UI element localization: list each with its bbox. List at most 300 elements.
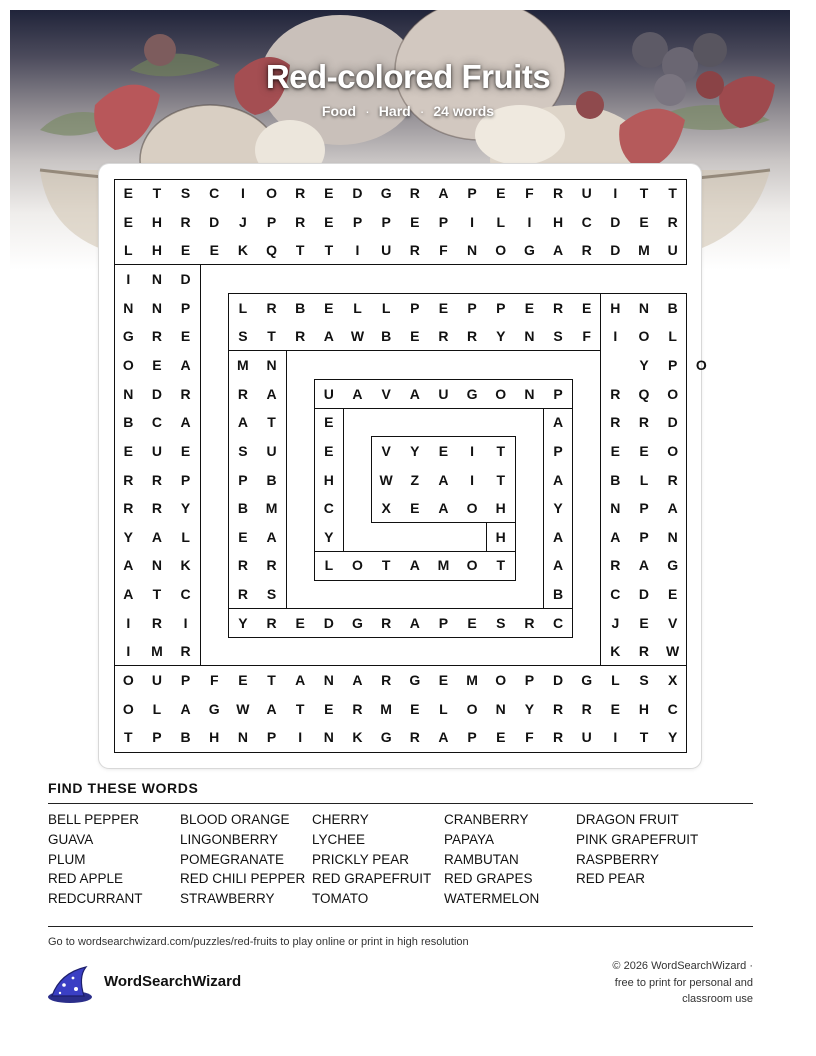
grid-letter[interactable]: L	[668, 328, 677, 345]
grid-letter[interactable]: R	[638, 414, 650, 431]
grid-letter[interactable]: K	[610, 643, 621, 660]
grid-letter[interactable]: L	[639, 471, 649, 488]
grid-letter[interactable]: N	[467, 242, 478, 259]
grid-letter[interactable]: E	[639, 614, 649, 631]
grid-letter[interactable]: D	[151, 385, 162, 402]
grid-letter[interactable]: C	[552, 614, 564, 631]
grid-letter[interactable]: R	[237, 557, 248, 574]
grid-letter[interactable]: I	[240, 185, 245, 201]
grid-letter[interactable]: D	[638, 586, 650, 603]
grid-letter[interactable]: R	[638, 643, 650, 660]
grid-letter[interactable]: O	[122, 700, 134, 717]
grid-letter[interactable]: O	[695, 356, 707, 373]
grid-letter[interactable]: R	[266, 614, 277, 631]
grid-letter[interactable]: A	[552, 414, 564, 431]
grid-letter[interactable]: W	[350, 328, 365, 345]
grid-letter[interactable]: R	[237, 385, 248, 402]
grid-letter[interactable]: E	[639, 213, 649, 230]
grid-letter[interactable]: P	[180, 672, 191, 689]
grid-letter[interactable]: C	[581, 213, 592, 230]
grid-letter[interactable]: I	[126, 270, 131, 287]
grid-letter[interactable]: A	[552, 557, 564, 574]
grid-letter[interactable]: H	[323, 471, 334, 488]
grid-letter[interactable]: E	[639, 442, 649, 459]
grid-letter[interactable]: I	[355, 242, 360, 259]
grid-letter[interactable]: W	[236, 700, 250, 717]
grid-letter[interactable]: S	[496, 614, 506, 631]
grid-letter[interactable]: P	[180, 299, 191, 316]
grid-letter[interactable]: I	[126, 614, 131, 631]
grid-letter[interactable]: G	[523, 242, 535, 259]
grid-letter[interactable]: A	[237, 414, 248, 431]
grid-letter[interactable]: M	[466, 672, 478, 689]
grid-letter[interactable]: M	[638, 242, 650, 259]
grid-letter[interactable]: T	[324, 242, 334, 259]
grid-letter[interactable]: A	[438, 185, 449, 201]
grid-letter[interactable]: P	[467, 729, 477, 746]
grid-letter[interactable]: L	[152, 700, 162, 717]
grid-letter[interactable]: L	[611, 672, 620, 689]
grid-letter[interactable]: T	[496, 557, 506, 574]
grid-letter[interactable]: P	[410, 299, 420, 316]
grid-letter[interactable]: A	[352, 385, 363, 402]
grid-letter[interactable]: I	[470, 213, 475, 230]
grid-letter[interactable]: P	[496, 299, 506, 316]
grid-letter[interactable]: G	[352, 614, 363, 631]
grid-letter[interactable]: R	[552, 185, 564, 201]
grid-letter[interactable]: P	[667, 356, 678, 373]
grid-letter[interactable]: Y	[553, 500, 563, 517]
grid-letter[interactable]: R	[552, 700, 564, 717]
grid-letter[interactable]: U	[151, 672, 162, 689]
grid-letter[interactable]: N	[123, 385, 134, 402]
grid-letter[interactable]: N	[266, 356, 277, 373]
grid-letter[interactable]: E	[324, 185, 334, 201]
grid-letter[interactable]: R	[180, 643, 191, 660]
grid-letter[interactable]: A	[552, 528, 564, 545]
grid-letter[interactable]: U	[667, 242, 678, 259]
grid-letter[interactable]: N	[151, 557, 162, 574]
grid-letter[interactable]: R	[610, 385, 621, 402]
grid-letter[interactable]: G	[466, 385, 478, 402]
grid-letter[interactable]: G	[380, 185, 392, 201]
grid-letter[interactable]: C	[667, 700, 678, 717]
grid-letter[interactable]: O	[266, 185, 277, 201]
grid-letter[interactable]: M	[380, 700, 392, 717]
grid-letter[interactable]: C	[323, 500, 334, 517]
grid-letter[interactable]: O	[466, 700, 478, 717]
grid-letter[interactable]: F	[209, 672, 219, 689]
grid-letter[interactable]: P	[266, 729, 277, 746]
grid-letter[interactable]: A	[638, 557, 650, 574]
grid-letter[interactable]: G	[380, 729, 392, 746]
grid-letter[interactable]: H	[495, 500, 506, 517]
grid-letter[interactable]: X	[667, 672, 678, 689]
grid-letter[interactable]: A	[409, 557, 420, 574]
grid-letter[interactable]: V	[667, 614, 678, 631]
grid-letter[interactable]: S	[266, 586, 277, 603]
grid-letter[interactable]: D	[667, 414, 678, 431]
grid-letter[interactable]: U	[581, 729, 592, 746]
grid-letter[interactable]: I	[613, 185, 618, 201]
grid-letter[interactable]: R	[667, 213, 678, 230]
grid-letter[interactable]: J	[611, 614, 620, 631]
grid-letter[interactable]: T	[639, 185, 649, 201]
grid-letter[interactable]: C	[180, 586, 191, 603]
grid-letter[interactable]: G	[208, 700, 220, 717]
grid-letter[interactable]: N	[524, 328, 535, 345]
grid-letter[interactable]: R	[352, 700, 363, 717]
grid-letter[interactable]: A	[667, 500, 678, 517]
grid-letter[interactable]: O	[122, 672, 134, 689]
grid-letter[interactable]: G	[667, 557, 679, 574]
grid-letter[interactable]: L	[238, 299, 248, 316]
grid-letter[interactable]: L	[124, 242, 133, 259]
grid-letter[interactable]: N	[610, 500, 621, 517]
grid-letter[interactable]: E	[123, 442, 133, 459]
grid-letter[interactable]: R	[610, 557, 621, 574]
grid-letter[interactable]: P	[180, 471, 191, 488]
grid-letter[interactable]: T	[496, 471, 506, 488]
grid-letter[interactable]: I	[126, 643, 131, 660]
grid-letter[interactable]: W	[666, 643, 680, 660]
grid-letter[interactable]: O	[495, 242, 507, 259]
grid-letter[interactable]: A	[352, 672, 363, 689]
grid-letter[interactable]: A	[409, 385, 420, 402]
grid-letter[interactable]: M	[151, 643, 163, 660]
grid-letter[interactable]: N	[524, 385, 535, 402]
grid-letter[interactable]: E	[180, 328, 191, 345]
grid-letter[interactable]: A	[180, 356, 191, 373]
grid-letter[interactable]: O	[667, 385, 679, 402]
grid-letter[interactable]: F	[582, 328, 591, 345]
grid-letter[interactable]: O	[466, 557, 478, 574]
grid-letter[interactable]: E	[180, 442, 191, 459]
grid-letter[interactable]: T	[124, 729, 133, 746]
grid-letter[interactable]: A	[123, 557, 134, 574]
grid-letter[interactable]: E	[496, 185, 506, 201]
grid-letter[interactable]: R	[295, 213, 306, 230]
grid-letter[interactable]: D	[209, 213, 220, 230]
grid-letter[interactable]: O	[495, 672, 507, 689]
grid-letter[interactable]: E	[180, 242, 191, 259]
grid-letter[interactable]: E	[209, 242, 219, 259]
grid-letter[interactable]: X	[381, 500, 391, 517]
grid-letter[interactable]: E	[667, 586, 678, 603]
grid-letter[interactable]: K	[352, 729, 363, 746]
grid-letter[interactable]: E	[295, 614, 305, 631]
grid-letter[interactable]: R	[381, 672, 392, 689]
grid-letter[interactable]: S	[238, 328, 248, 345]
grid-letter[interactable]: P	[238, 471, 248, 488]
grid-letter[interactable]: I	[183, 614, 188, 631]
grid-letter[interactable]: U	[266, 442, 277, 459]
grid-letter[interactable]: A	[552, 242, 564, 259]
grid-letter[interactable]: L	[381, 299, 391, 316]
grid-letter[interactable]: B	[123, 414, 134, 431]
grid-letter[interactable]: U	[381, 242, 392, 259]
grid-letter[interactable]: B	[180, 729, 191, 746]
grid-letter[interactable]: B	[295, 299, 306, 316]
grid-letter[interactable]: N	[495, 700, 506, 717]
grid-letter[interactable]: H	[209, 729, 220, 746]
grid-letter[interactable]: Q	[638, 385, 650, 402]
grid-letter[interactable]: R	[266, 557, 277, 574]
grid-letter[interactable]: Y	[524, 700, 535, 717]
grid-letter[interactable]: O	[667, 442, 679, 459]
grid-letter[interactable]: E	[467, 614, 477, 631]
grid-letter[interactable]: P	[639, 500, 649, 517]
grid-letter[interactable]: E	[610, 442, 621, 459]
grid-letter[interactable]: W	[379, 471, 393, 488]
grid-letter[interactable]: P	[524, 672, 535, 689]
grid-letter[interactable]: E	[152, 356, 162, 373]
grid-letter[interactable]: M	[265, 500, 278, 517]
grid-letter[interactable]: R	[438, 328, 449, 345]
grid-letter[interactable]: M	[237, 356, 249, 373]
grid-letter[interactable]: B	[237, 500, 248, 517]
grid-letter[interactable]: R	[151, 614, 162, 631]
grid-letter[interactable]: E	[610, 700, 621, 717]
grid-letter[interactable]: H	[151, 213, 162, 230]
grid-letter[interactable]: A	[266, 700, 277, 717]
grid-letter[interactable]: E	[410, 500, 420, 517]
grid-letter[interactable]: V	[381, 442, 391, 459]
grid-letter[interactable]: R	[409, 242, 420, 259]
grid-letter[interactable]: E	[324, 700, 334, 717]
grid-letter[interactable]: R	[295, 185, 306, 201]
grid-letter[interactable]: A	[552, 471, 564, 488]
grid-letter[interactable]: Y	[238, 614, 248, 631]
grid-letter[interactable]: A	[295, 672, 306, 689]
grid-letter[interactable]: D	[323, 614, 334, 631]
grid-letter[interactable]: R	[409, 729, 420, 746]
grid-letter[interactable]: E	[410, 213, 420, 230]
grid-letter[interactable]: A	[180, 414, 191, 431]
grid-letter[interactable]: A	[438, 500, 449, 517]
grid-letter[interactable]: Y	[324, 528, 334, 545]
grid-letter[interactable]: R	[467, 328, 478, 345]
grid-letter[interactable]: O	[352, 557, 363, 574]
grid-letter[interactable]: N	[323, 672, 334, 689]
grid-letter[interactable]: A	[180, 700, 191, 717]
grid-letter[interactable]: D	[610, 213, 621, 230]
grid-letter[interactable]: A	[438, 729, 449, 746]
grid-letter[interactable]: P	[553, 385, 563, 402]
grid-letter[interactable]: Y	[667, 729, 678, 746]
grid-letter[interactable]: P	[438, 614, 449, 631]
grid-letter[interactable]: T	[152, 586, 162, 603]
grid-letter[interactable]: N	[323, 729, 334, 746]
grid-letter[interactable]: F	[525, 185, 534, 201]
grid-letter[interactable]: P	[553, 442, 563, 459]
grid-letter[interactable]: O	[122, 356, 134, 373]
grid-letter[interactable]: E	[324, 414, 334, 431]
grid-letter[interactable]: R	[151, 500, 162, 517]
grid-letter[interactable]: N	[151, 270, 162, 287]
grid-letter[interactable]: A	[123, 586, 134, 603]
grid-letter[interactable]: G	[122, 328, 134, 345]
grid-letter[interactable]: C	[209, 185, 220, 201]
grid-letter[interactable]: E	[324, 299, 334, 316]
grid-letter[interactable]: I	[613, 328, 618, 345]
grid-letter[interactable]: A	[409, 614, 420, 631]
grid-letter[interactable]: R	[295, 328, 306, 345]
grid-letter[interactable]: E	[123, 185, 133, 201]
grid-letter[interactable]: G	[581, 672, 593, 689]
grid-letter[interactable]: P	[467, 185, 477, 201]
grid-letter[interactable]: T	[295, 242, 305, 259]
grid-letter[interactable]: N	[123, 299, 134, 316]
grid-letter[interactable]: C	[610, 586, 621, 603]
grid-letter[interactable]: T	[496, 442, 506, 459]
grid-letter[interactable]: R	[667, 471, 678, 488]
grid-letter[interactable]: L	[496, 213, 506, 230]
grid-letter[interactable]: R	[180, 385, 191, 402]
grid-letter[interactable]: R	[180, 213, 191, 230]
grid-letter[interactable]: R	[524, 614, 535, 631]
grid-letter[interactable]: T	[668, 185, 677, 201]
grid-letter[interactable]: H	[610, 299, 621, 316]
grid-letter[interactable]: H	[151, 242, 162, 259]
grid-letter[interactable]: R	[151, 471, 162, 488]
grid-letter[interactable]: R	[409, 185, 420, 201]
grid-letter[interactable]: M	[437, 557, 450, 574]
grid-letter[interactable]: R	[552, 729, 564, 746]
grid-letter[interactable]: N	[151, 299, 162, 316]
grid-letter[interactable]: T	[267, 414, 276, 431]
grid-letter[interactable]: T	[152, 185, 162, 201]
grid-letter[interactable]: B	[266, 471, 277, 488]
grid-letter[interactable]: P	[152, 729, 162, 746]
grid-letter[interactable]: I	[470, 442, 475, 459]
grid-letter[interactable]: E	[582, 299, 592, 316]
grid-letter[interactable]: E	[496, 729, 506, 746]
grid-letter[interactable]: S	[553, 328, 563, 345]
grid-letter[interactable]: R	[581, 242, 592, 259]
grid-letter[interactable]: R	[610, 414, 621, 431]
grid-letter[interactable]: Q	[266, 242, 277, 259]
grid-letter[interactable]: D	[352, 185, 363, 201]
grid-letter[interactable]: C	[151, 414, 162, 431]
grid-letter[interactable]: T	[381, 557, 391, 574]
grid-letter[interactable]: H	[552, 213, 564, 230]
grid-letter[interactable]: A	[151, 528, 162, 545]
grid-letter[interactable]: F	[439, 242, 448, 259]
grid-letter[interactable]: T	[295, 700, 305, 717]
grid-letter[interactable]: P	[438, 213, 449, 230]
grid-letter[interactable]: L	[439, 700, 448, 717]
grid-letter[interactable]: E	[438, 672, 449, 689]
grid-letter[interactable]: Y	[180, 500, 191, 517]
grid-letter[interactable]: K	[180, 557, 191, 574]
grid-letter[interactable]: D	[610, 242, 621, 259]
grid-letter[interactable]: U	[581, 185, 592, 201]
grid-letter[interactable]: B	[552, 586, 564, 603]
grid-letter[interactable]: B	[381, 328, 392, 345]
grid-letter[interactable]: I	[613, 729, 618, 746]
grid-letter[interactable]: A	[266, 385, 277, 402]
grid-letter[interactable]: Y	[123, 528, 133, 545]
grid-letter[interactable]: P	[639, 528, 649, 545]
grid-letter[interactable]: E	[438, 299, 449, 316]
grid-letter[interactable]: S	[639, 672, 649, 689]
grid-letter[interactable]: H	[638, 700, 650, 717]
grid-letter[interactable]: E	[238, 528, 248, 545]
grid-letter[interactable]: P	[352, 213, 363, 230]
grid-letter[interactable]: E	[524, 299, 535, 316]
grid-letter[interactable]: T	[639, 729, 649, 746]
grid-letter[interactable]: T	[267, 328, 276, 345]
grid-letter[interactable]: I	[527, 213, 532, 230]
grid-letter[interactable]: P	[467, 299, 477, 316]
grid-letter[interactable]: A	[323, 328, 334, 345]
grid-letter[interactable]: R	[237, 586, 248, 603]
grid-letter[interactable]: R	[123, 471, 134, 488]
grid-letter[interactable]: G	[409, 672, 421, 689]
grid-letter[interactable]: S	[180, 185, 191, 201]
grid-letter[interactable]: D	[180, 270, 191, 287]
grid-letter[interactable]: E	[123, 213, 133, 230]
grid-letter[interactable]: Y	[639, 356, 649, 373]
grid-letter[interactable]: O	[638, 328, 650, 345]
grid-letter[interactable]: L	[324, 557, 334, 574]
grid-letter[interactable]: B	[610, 471, 621, 488]
grid-letter[interactable]: Y	[410, 442, 420, 459]
grid-letter[interactable]: U	[323, 385, 334, 402]
grid-letter[interactable]: O	[495, 385, 507, 402]
grid-letter[interactable]: E	[438, 442, 449, 459]
grid-letter[interactable]: P	[266, 213, 277, 230]
grid-letter[interactable]: N	[638, 299, 650, 316]
grid-letter[interactable]: T	[267, 672, 276, 689]
grid-letter[interactable]: S	[238, 442, 248, 459]
grid-letter[interactable]: A	[610, 528, 621, 545]
grid-letter[interactable]: R	[266, 299, 277, 316]
grid-letter[interactable]: E	[238, 672, 248, 689]
grid-letter[interactable]: F	[525, 729, 534, 746]
grid-letter[interactable]: P	[381, 213, 391, 230]
grid-letter[interactable]: A	[438, 471, 449, 488]
grid-letter[interactable]: H	[495, 528, 506, 545]
grid-letter[interactable]: J	[238, 213, 247, 230]
grid-letter[interactable]: U	[438, 385, 449, 402]
grid-letter[interactable]: U	[151, 442, 162, 459]
grid-letter[interactable]: Z	[410, 471, 420, 488]
grid-letter[interactable]: O	[466, 500, 478, 517]
grid-letter[interactable]: E	[410, 328, 420, 345]
grid-letter[interactable]: D	[552, 672, 564, 689]
grid-letter[interactable]: L	[181, 528, 190, 545]
grid-letter[interactable]: N	[667, 528, 678, 545]
grid-letter[interactable]: E	[410, 700, 420, 717]
grid-letter[interactable]: Y	[496, 328, 506, 345]
grid-letter[interactable]: R	[123, 500, 134, 517]
grid-letter[interactable]: R	[151, 328, 162, 345]
grid-letter[interactable]: R	[552, 299, 564, 316]
grid-letter[interactable]: I	[298, 729, 303, 746]
grid-letter[interactable]: I	[470, 471, 475, 488]
grid-letter[interactable]: E	[324, 213, 334, 230]
grid-letter[interactable]: L	[353, 299, 362, 316]
grid-letter[interactable]: K	[237, 242, 248, 259]
grid-letter[interactable]: B	[667, 299, 678, 316]
grid-letter[interactable]: R	[581, 700, 592, 717]
grid-letter[interactable]: E	[324, 442, 334, 459]
grid-letter[interactable]: V	[381, 385, 391, 402]
grid-letter[interactable]: N	[237, 729, 248, 746]
grid-letter[interactable]: R	[381, 614, 392, 631]
